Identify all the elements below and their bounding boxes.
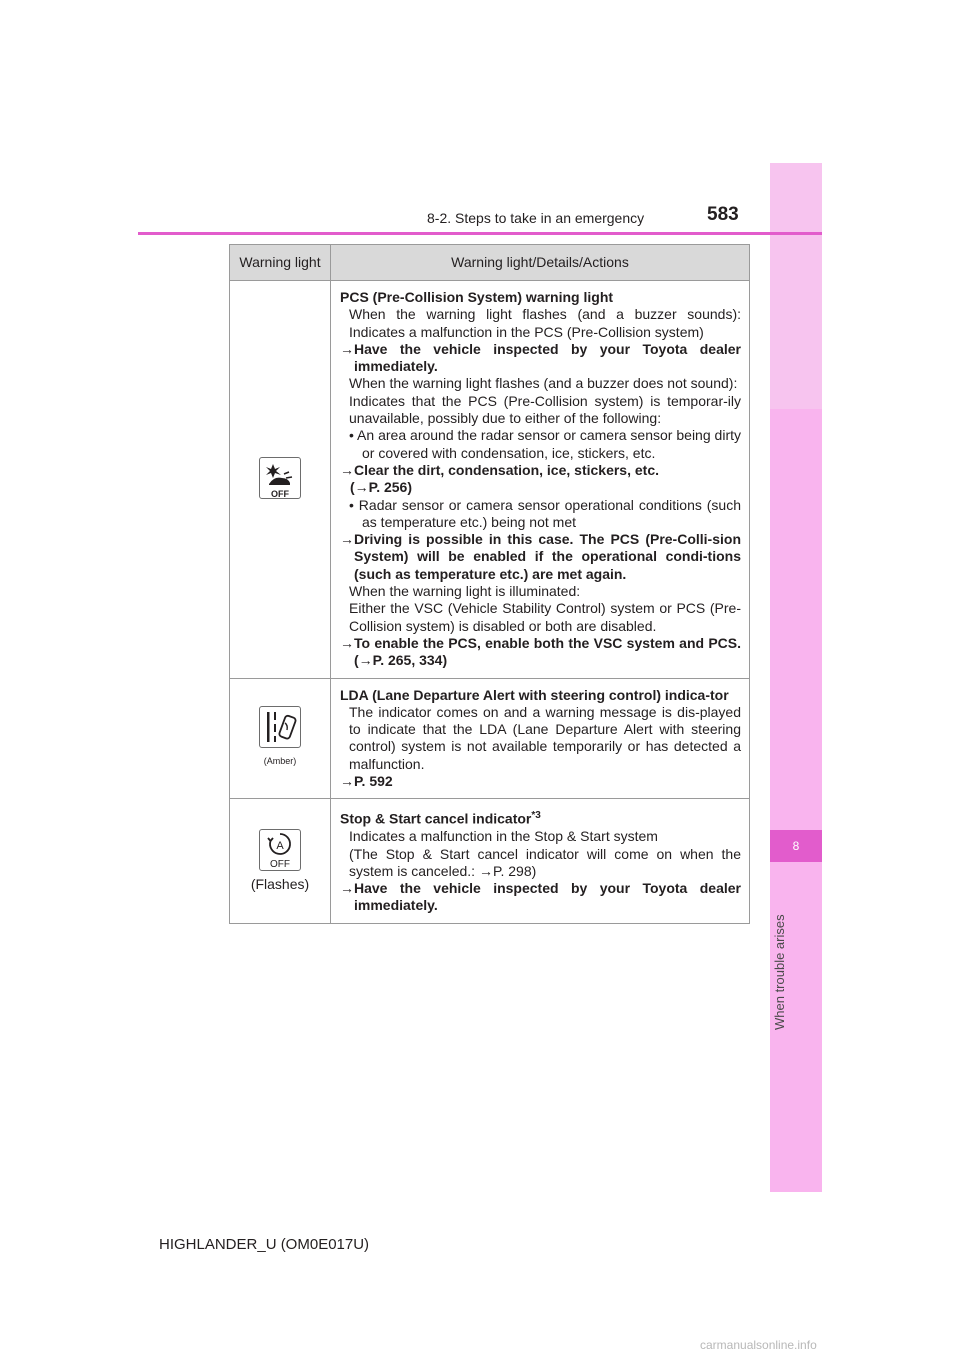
pcs-action-1 (340, 341, 741, 376)
stop-start-title (340, 807, 741, 828)
arrow-icon: → (340, 461, 354, 478)
details-cell (331, 799, 750, 923)
warning-light-table (229, 244, 750, 924)
chapter-sidebar (770, 409, 822, 1192)
icon-cell (230, 281, 331, 679)
lda-p1: The indicator comes on and a warning message is dis-played to indicate that the LDA (Lane Departure Alert with steering control) system is not available temporarily or has detected a malfunction. (349, 703, 741, 772)
details-cell (331, 678, 750, 799)
stop-start-action-1-text: Have the vehicle inspected by your Toyota dealer immediately. (354, 880, 741, 914)
pcs-action-4 (340, 635, 741, 670)
icon-cell (230, 678, 331, 799)
footer-model-code: HIGHLANDER_U (OM0E017U) (159, 1236, 370, 1253)
lda-action-1-text[interactable]: P. 592 (354, 773, 393, 790)
pcs-p3: Indicates that the PCS (Pre-Collision system) is temporar-ily unavailable, possibly due to either of the following: (349, 392, 741, 427)
table-header-row (230, 245, 750, 281)
pcs-bullet-2: • Radar sensor or camera sensor operational conditions (such as temperature etc.) being not met (349, 496, 741, 530)
chapter-title: When trouble arises (772, 914, 787, 1030)
pcs-p1: When the warning light flashes (and a buzzer sounds): Indicates a malfunction in the PCS (Pre-Collision system) (349, 306, 741, 340)
arrow-icon: → (340, 773, 354, 790)
pcs-p5: Either the VSC (Vehicle Stability Control) system or PCS (Pre-Collision system) is disabled or both are disabled. (349, 600, 741, 634)
stop-start-caption: (Flashes) (250, 876, 310, 893)
pcs-p2: When the warning light flashes (and a buzzer does not sound): (349, 375, 738, 392)
chapter-number: 8 (792, 839, 800, 853)
header-rule (138, 232, 822, 235)
section-title: 8-2. Steps to take in an emergency (427, 210, 645, 226)
pcs-action-3 (340, 531, 741, 583)
lda-title: LDA (Lane Departure Alert with steering control) indica-tor (340, 686, 729, 703)
stop-start-title-text: Stop & Start cancel indicator (340, 810, 532, 827)
stop-start-action-1 (340, 880, 741, 915)
arrow-icon: → (340, 634, 354, 651)
pcs-action-1-text: Have the vehicle inspected by your Toyota dealer immediately. (354, 340, 741, 375)
arrow-icon: → (340, 340, 354, 357)
svg-text:A: A (276, 839, 284, 852)
pcs-title: PCS (Pre-Collision System) warning light (340, 289, 614, 305)
lda-caption: (Amber) (263, 756, 297, 767)
lda-action-1[interactable] (340, 773, 741, 790)
details-cell (331, 281, 750, 679)
stop-start-off-icon (259, 829, 301, 871)
table-row (230, 678, 750, 799)
table-row (230, 799, 750, 923)
stop-start-off-label: OFF (270, 858, 290, 870)
sidebar-top-band (770, 163, 822, 409)
footnote-ref[interactable]: *3 (531, 810, 541, 822)
stop-start-p2: (The Stop & Start cancel indicator will come on when the system is canceled.: →P. 298) (349, 845, 741, 879)
stop-start-p1: Indicates a malfunction in the Stop & Start system (349, 828, 658, 845)
pcs-action-2-ref[interactable] (340, 479, 741, 496)
pcs-action-2-text: Clear the dirt, condensation, ice, stickers, etc. (354, 461, 659, 478)
pcs-action-4-text[interactable]: To enable the PCS, enable both the VSC system and PCS. (→P. 265, 334) (354, 634, 741, 669)
pcs-off-icon (259, 457, 301, 499)
pcs-bullet-1: • An area around the radar sensor or camera sensor being dirty or covered with condensation, ice, stickers, etc. (349, 427, 741, 461)
column-header-warning-light: Warning light (230, 245, 331, 281)
arrow-icon: → (340, 880, 354, 897)
pcs-off-label: OFF (271, 488, 289, 499)
icon-cell (230, 799, 331, 923)
arrow-icon: → (340, 531, 354, 548)
chapter-tab[interactable] (770, 830, 822, 862)
page-number: 583 (707, 204, 739, 225)
pcs-action-2 (340, 462, 741, 479)
pcs-action-2-ref-text[interactable]: (→P. 256) (350, 479, 412, 496)
watermark: carmanualsonline.info (700, 1338, 817, 1352)
pcs-p4: When the warning light is illuminated: (349, 583, 581, 600)
lda-indicator-icon (259, 706, 301, 748)
table-row (230, 281, 750, 679)
column-header-details: Warning light/Details/Actions (331, 245, 750, 281)
pcs-action-3-text: Driving is possible in this case. The PCS (Pre-Colli-sion System) will be enabled if the operational condi-tions (such as temperature etc.) are met again. (354, 531, 741, 582)
